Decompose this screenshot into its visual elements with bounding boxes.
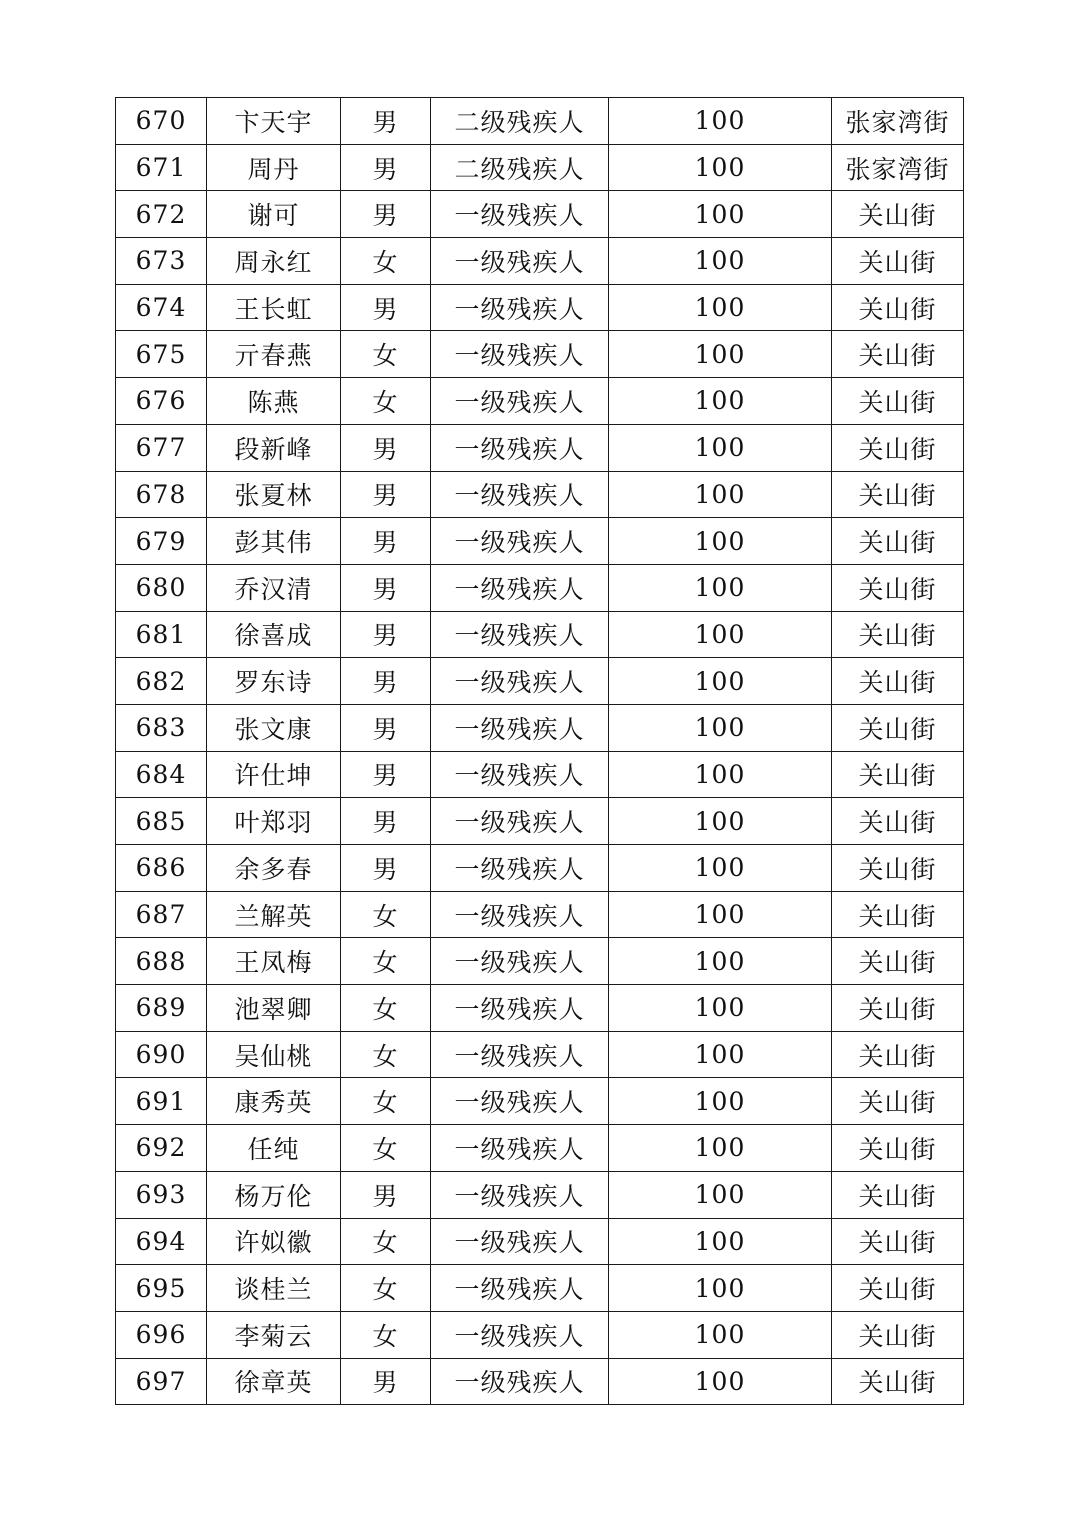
table-row xyxy=(116,891,964,938)
table-row xyxy=(116,378,964,425)
gender-cell: 男 xyxy=(341,424,431,471)
person-name-cell: 池翠卿 xyxy=(207,985,341,1032)
row-number-cell: 673 xyxy=(116,238,207,285)
person-name-cell: 徐喜成 xyxy=(207,611,341,658)
gender-cell: 男 xyxy=(341,191,431,238)
disability-level-cell: 二级残疾人 xyxy=(431,98,609,145)
table-row xyxy=(116,704,964,751)
disability-level-cell: 一级残疾人 xyxy=(431,938,609,985)
person-name-cell: 许姒徽 xyxy=(207,1218,341,1265)
table-row xyxy=(116,564,964,611)
subsidy-amount-cell: 100 xyxy=(609,1125,832,1172)
table-row xyxy=(116,658,964,705)
gender-cell: 男 xyxy=(341,658,431,705)
gender-cell: 男 xyxy=(341,1358,431,1405)
person-name-cell: 周丹 xyxy=(207,144,341,191)
row-number-cell: 687 xyxy=(116,891,207,938)
person-name-cell: 许仕坤 xyxy=(207,751,341,798)
street-cell: 关山街 xyxy=(832,378,964,425)
person-name-cell: 任纯 xyxy=(207,1125,341,1172)
gender-cell: 男 xyxy=(341,144,431,191)
person-name-cell: 叶郑羽 xyxy=(207,798,341,845)
row-number-cell: 691 xyxy=(116,1078,207,1125)
row-number-cell: 688 xyxy=(116,938,207,985)
gender-cell: 男 xyxy=(341,704,431,751)
gender-cell: 女 xyxy=(341,1265,431,1312)
row-number-cell: 676 xyxy=(116,378,207,425)
subsidy-amount-cell: 100 xyxy=(609,191,832,238)
table-row xyxy=(116,1265,964,1312)
row-number-cell: 689 xyxy=(116,985,207,1032)
gender-cell: 女 xyxy=(341,1078,431,1125)
subsidy-amount-cell: 100 xyxy=(609,891,832,938)
subsidy-amount-cell: 100 xyxy=(609,564,832,611)
disability-level-cell: 一级残疾人 xyxy=(431,1171,609,1218)
table-row xyxy=(116,471,964,518)
table-row xyxy=(116,144,964,191)
subsidy-amount-cell: 100 xyxy=(609,471,832,518)
street-cell: 关山街 xyxy=(832,798,964,845)
street-cell: 关山街 xyxy=(832,845,964,892)
gender-cell: 女 xyxy=(341,1125,431,1172)
subsidy-amount-cell: 100 xyxy=(609,985,832,1032)
street-cell: 关山街 xyxy=(832,611,964,658)
subsidy-amount-cell: 100 xyxy=(609,144,832,191)
table-row xyxy=(116,798,964,845)
subsidy-amount-cell: 100 xyxy=(609,331,832,378)
gender-cell: 女 xyxy=(341,891,431,938)
gender-cell: 女 xyxy=(341,238,431,285)
subsidy-amount-cell: 100 xyxy=(609,238,832,285)
gender-cell: 男 xyxy=(341,284,431,331)
disability-level-cell: 一级残疾人 xyxy=(431,331,609,378)
roster-body xyxy=(116,98,964,1405)
disability-level-cell: 一级残疾人 xyxy=(431,1031,609,1078)
person-name-cell: 谢可 xyxy=(207,191,341,238)
person-name-cell: 张文康 xyxy=(207,704,341,751)
person-name-cell: 杨万伦 xyxy=(207,1171,341,1218)
table-row xyxy=(116,98,964,145)
street-cell: 关山街 xyxy=(832,1218,964,1265)
disability-level-cell: 一级残疾人 xyxy=(431,891,609,938)
row-number-cell: 690 xyxy=(116,1031,207,1078)
street-cell: 关山街 xyxy=(832,518,964,565)
row-number-cell: 695 xyxy=(116,1265,207,1312)
street-cell: 关山街 xyxy=(832,751,964,798)
street-cell: 关山街 xyxy=(832,238,964,285)
row-number-cell: 674 xyxy=(116,284,207,331)
street-cell: 关山街 xyxy=(832,1171,964,1218)
row-number-cell: 678 xyxy=(116,471,207,518)
row-number-cell: 675 xyxy=(116,331,207,378)
street-cell: 关山街 xyxy=(832,564,964,611)
gender-cell: 男 xyxy=(341,751,431,798)
subsidy-amount-cell: 100 xyxy=(609,424,832,471)
table-row xyxy=(116,1218,964,1265)
street-cell: 关山街 xyxy=(832,191,964,238)
gender-cell: 男 xyxy=(341,564,431,611)
table-row xyxy=(116,1171,964,1218)
street-cell: 关山街 xyxy=(832,1311,964,1358)
row-number-cell: 686 xyxy=(116,845,207,892)
row-number-cell: 684 xyxy=(116,751,207,798)
row-number-cell: 683 xyxy=(116,704,207,751)
street-cell: 关山街 xyxy=(832,471,964,518)
street-cell: 关山街 xyxy=(832,1125,964,1172)
street-cell: 张家湾街 xyxy=(832,144,964,191)
street-cell: 关山街 xyxy=(832,658,964,705)
disability-level-cell: 一级残疾人 xyxy=(431,704,609,751)
person-name-cell: 张夏林 xyxy=(207,471,341,518)
person-name-cell: 陈燕 xyxy=(207,378,341,425)
row-number-cell: 671 xyxy=(116,144,207,191)
subsidy-amount-cell: 100 xyxy=(609,518,832,565)
table-row xyxy=(116,938,964,985)
gender-cell: 男 xyxy=(341,98,431,145)
row-number-cell: 692 xyxy=(116,1125,207,1172)
gender-cell: 男 xyxy=(341,798,431,845)
person-name-cell: 周永红 xyxy=(207,238,341,285)
table-row xyxy=(116,284,964,331)
person-name-cell: 康秀英 xyxy=(207,1078,341,1125)
gender-cell: 女 xyxy=(341,1311,431,1358)
person-name-cell: 罗东诗 xyxy=(207,658,341,705)
disability-level-cell: 一级残疾人 xyxy=(431,1218,609,1265)
row-number-cell: 685 xyxy=(116,798,207,845)
subsidy-amount-cell: 100 xyxy=(609,938,832,985)
table-row xyxy=(116,191,964,238)
table-row xyxy=(116,845,964,892)
subsidy-amount-cell: 100 xyxy=(609,98,832,145)
person-name-cell: 兰解英 xyxy=(207,891,341,938)
table-row xyxy=(116,985,964,1032)
disability-level-cell: 一级残疾人 xyxy=(431,518,609,565)
person-name-cell: 余多春 xyxy=(207,845,341,892)
person-name-cell: 彭其伟 xyxy=(207,518,341,565)
gender-cell: 女 xyxy=(341,985,431,1032)
disability-level-cell: 二级残疾人 xyxy=(431,144,609,191)
table-row xyxy=(116,751,964,798)
gender-cell: 男 xyxy=(341,611,431,658)
table-row xyxy=(116,1125,964,1172)
row-number-cell: 679 xyxy=(116,518,207,565)
disability-level-cell: 一级残疾人 xyxy=(431,471,609,518)
disability-level-cell: 一级残疾人 xyxy=(431,564,609,611)
disability-level-cell: 一级残疾人 xyxy=(431,751,609,798)
subsidy-amount-cell: 100 xyxy=(609,704,832,751)
gender-cell: 男 xyxy=(341,518,431,565)
disability-level-cell: 一级残疾人 xyxy=(431,658,609,705)
row-number-cell: 680 xyxy=(116,564,207,611)
person-name-cell: 段新峰 xyxy=(207,424,341,471)
street-cell: 关山街 xyxy=(832,1265,964,1312)
table-row xyxy=(116,1078,964,1125)
row-number-cell: 693 xyxy=(116,1171,207,1218)
disability-level-cell: 一级残疾人 xyxy=(431,845,609,892)
street-cell: 关山街 xyxy=(832,938,964,985)
table-row xyxy=(116,331,964,378)
table-row xyxy=(116,238,964,285)
gender-cell: 男 xyxy=(341,1171,431,1218)
street-cell: 关山街 xyxy=(832,1358,964,1405)
subsidy-amount-cell: 100 xyxy=(609,1171,832,1218)
gender-cell: 女 xyxy=(341,331,431,378)
gender-cell: 女 xyxy=(341,938,431,985)
subsidy-amount-cell: 100 xyxy=(609,1218,832,1265)
subsidy-amount-cell: 100 xyxy=(609,1311,832,1358)
table-row xyxy=(116,1358,964,1405)
subsidy-amount-cell: 100 xyxy=(609,378,832,425)
street-cell: 关山街 xyxy=(832,331,964,378)
row-number-cell: 696 xyxy=(116,1311,207,1358)
person-name-cell: 亓春燕 xyxy=(207,331,341,378)
street-cell: 关山街 xyxy=(832,985,964,1032)
subsidy-amount-cell: 100 xyxy=(609,1078,832,1125)
table-row xyxy=(116,424,964,471)
street-cell: 关山街 xyxy=(832,284,964,331)
person-name-cell: 王凤梅 xyxy=(207,938,341,985)
disability-level-cell: 一级残疾人 xyxy=(431,1265,609,1312)
row-number-cell: 694 xyxy=(116,1218,207,1265)
table-row xyxy=(116,1311,964,1358)
street-cell: 关山街 xyxy=(832,424,964,471)
person-name-cell: 徐章英 xyxy=(207,1358,341,1405)
disability-level-cell: 一级残疾人 xyxy=(431,611,609,658)
subsidy-amount-cell: 100 xyxy=(609,751,832,798)
disability-level-cell: 一级残疾人 xyxy=(431,985,609,1032)
gender-cell: 女 xyxy=(341,1218,431,1265)
table-row xyxy=(116,611,964,658)
disability-level-cell: 一级残疾人 xyxy=(431,378,609,425)
gender-cell: 男 xyxy=(341,471,431,518)
person-name-cell: 卞天宇 xyxy=(207,98,341,145)
subsidy-amount-cell: 100 xyxy=(609,845,832,892)
disability-level-cell: 一级残疾人 xyxy=(431,1311,609,1358)
subsidy-amount-cell: 100 xyxy=(609,1031,832,1078)
person-name-cell: 李菊云 xyxy=(207,1311,341,1358)
disability-level-cell: 一级残疾人 xyxy=(431,1125,609,1172)
person-name-cell: 谈桂兰 xyxy=(207,1265,341,1312)
row-number-cell: 672 xyxy=(116,191,207,238)
person-name-cell: 吴仙桃 xyxy=(207,1031,341,1078)
row-number-cell: 682 xyxy=(116,658,207,705)
street-cell: 关山街 xyxy=(832,1078,964,1125)
disability-level-cell: 一级残疾人 xyxy=(431,424,609,471)
subsidy-amount-cell: 100 xyxy=(609,1358,832,1405)
street-cell: 关山街 xyxy=(832,704,964,751)
disability-level-cell: 一级残疾人 xyxy=(431,284,609,331)
subsidy-amount-cell: 100 xyxy=(609,658,832,705)
row-number-cell: 677 xyxy=(116,424,207,471)
row-number-cell: 670 xyxy=(116,98,207,145)
disability-level-cell: 一级残疾人 xyxy=(431,1078,609,1125)
disability-level-cell: 一级残疾人 xyxy=(431,1358,609,1405)
gender-cell: 女 xyxy=(341,1031,431,1078)
person-name-cell: 乔汉清 xyxy=(207,564,341,611)
street-cell: 张家湾街 xyxy=(832,98,964,145)
subsidy-amount-cell: 100 xyxy=(609,284,832,331)
gender-cell: 男 xyxy=(341,845,431,892)
subsidy-amount-cell: 100 xyxy=(609,798,832,845)
subsidy-amount-cell: 100 xyxy=(609,611,832,658)
row-number-cell: 697 xyxy=(116,1358,207,1405)
street-cell: 关山街 xyxy=(832,891,964,938)
disability-level-cell: 一级残疾人 xyxy=(431,798,609,845)
table-row xyxy=(116,1031,964,1078)
table-row xyxy=(116,518,964,565)
person-name-cell: 王长虹 xyxy=(207,284,341,331)
gender-cell: 女 xyxy=(341,378,431,425)
street-cell: 关山街 xyxy=(832,1031,964,1078)
subsidy-roster-table xyxy=(115,97,964,1405)
subsidy-amount-cell: 100 xyxy=(609,1265,832,1312)
disability-level-cell: 一级残疾人 xyxy=(431,191,609,238)
row-number-cell: 681 xyxy=(116,611,207,658)
disability-level-cell: 一级残疾人 xyxy=(431,238,609,285)
